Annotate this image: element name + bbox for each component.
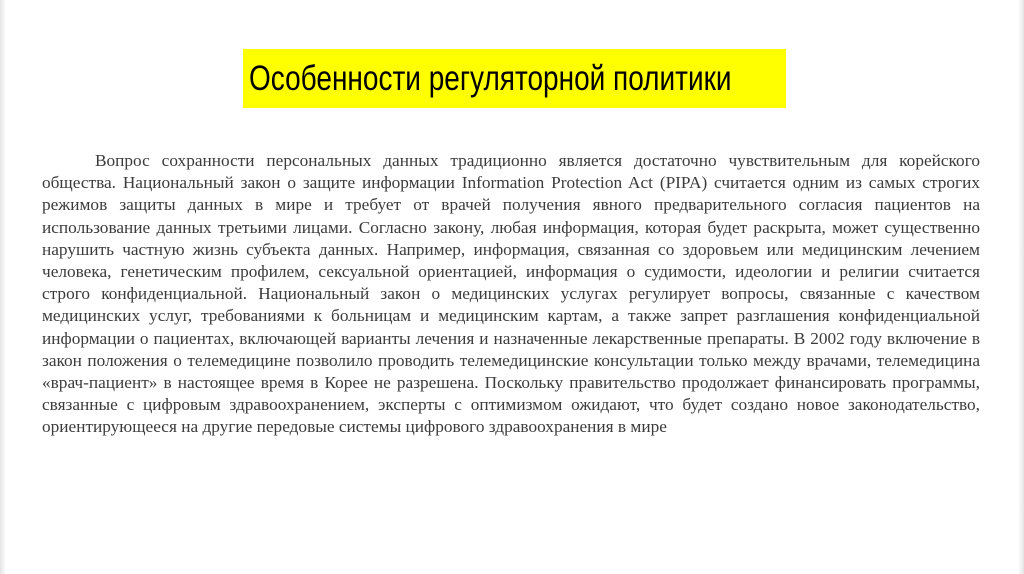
slide-left-edge-shadow — [0, 0, 6, 574]
title-highlight-box — [243, 49, 786, 108]
body-paragraph: Вопрос сохранности персональных данных традиционно является достаточно чувствительным для корейского общества. Национальный закон о защите информации Information Protection Act (PIPA) считается одним из самых строгих режимов защиты данных в мире и требует от врачей получения явного предварительного согласия пациентов на использование данных третьими лицами. Согласно закону, любая информация, которая будет раскрыта, может существенно нарушить частную жизнь субъекта данных. Например, информация, связанная со здоровьем или медицинским лечением человека, генетическим профилем, сексуальной ориентацией, информация о судимости, идеологии и религии считается строго конфиденциальной. Национальный закон о медицинских услугах регулирует вопросы, связанные с качеством медицинских услуг, требованиями к больницам и медицинским картам, а также запрет разглашения конфиденциальной информации о пациентах, включающей варианты лечения и назначенные лекарственные препараты. В 2002 году включение в закон положения о телемедицине позволило проводить телемедицинские консультации только между врачами, телемедицина «врач-пациент» в настоящее время в Корее не разрешена. Поскольку правительство продолжает финансировать программы, связанные с цифровым здравоохранением, эксперты с оптимизмом ожидают, что будет создано новое законодательство, ориентирующееся на другие передовые системы цифрового здравоохранения в мире — [42, 151, 980, 437]
slide-title: Особенности регуляторной политики — [249, 58, 732, 98]
slide-right-edge-shadow — [1018, 0, 1024, 574]
